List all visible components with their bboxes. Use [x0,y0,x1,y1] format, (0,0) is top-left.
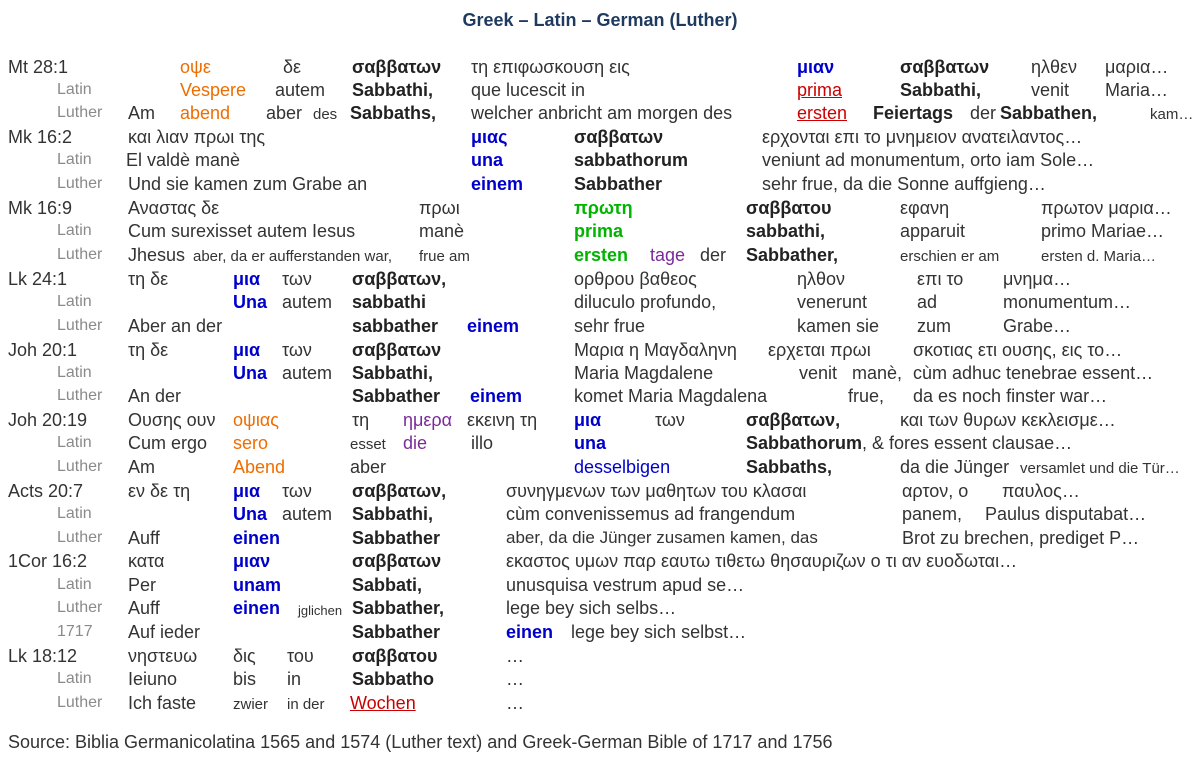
verse-row-lk24-latin [0,291,1200,314]
ellipsis: … [506,646,524,666]
word-sabbath: Sabbathi, [352,504,434,524]
word: του [287,646,314,666]
verse-row-lk18-greek [0,645,1200,668]
word: Grabe… [1003,316,1072,336]
verse-row-lk24-luther [0,315,1200,338]
phrase: sehr frue, da die Sonne auffgieng… [762,174,1046,194]
phrase: και των θυρων κεκλεισμε… [900,410,1116,430]
verse-row-acts20-latin [0,503,1200,526]
word: zum [917,316,952,336]
phrase: Paulus disputabat… [985,504,1147,524]
word-one: μια [233,269,261,289]
phrase: τη δε [128,340,169,360]
phrase: El valdè manè [126,150,241,170]
language-label: Luther [57,529,103,546]
word-one: Una [233,504,268,524]
verse-ref: Joh 20:1 [8,340,78,360]
phrase: cùm convenissemus ad frangendum [506,504,796,524]
word-sabbath: Sabbathen, [1000,103,1098,123]
word-evening: Abend [233,457,286,477]
phrase: Ουσης ουν [128,410,216,430]
word-one: unam [233,575,282,595]
phrase: τη δε [128,269,169,289]
phrase: εκεινη τη [467,410,538,430]
phrase: erschien er am [900,248,1000,265]
verse-row-joh20-1-greek [0,339,1200,362]
word-one: μιαν [233,551,271,571]
word-sabbath: sabbather [352,316,439,336]
word-sabbath: Sabbati, [352,575,423,595]
word-sabbath: Sabbather, [352,598,445,618]
word: venit [1031,80,1070,100]
language-label: Luther [57,246,103,263]
word-evening: Vespere [180,80,247,100]
phrase: aber, da er aufferstanden war, [193,248,393,265]
language-label: Luther [57,694,103,711]
verse-ref: Joh 20:19 [8,410,88,430]
word-first: prima [574,221,624,241]
phrase: ορθρου βαθεος [574,269,697,289]
word: autem [275,80,326,100]
language-label: Luther [57,599,103,616]
verse-row-mt28-greek [0,56,1200,79]
phrase: , & fores essent clausae… [862,433,1073,453]
word-sabbath: Sabbathi, [900,80,982,100]
verse-row-lk18-latin [0,668,1200,691]
word-sabbath: sabbathi, [746,221,826,241]
verse-row-lk24-greek [0,268,1200,291]
verse-ref: Mk 16:9 [8,198,73,218]
phrase: σκοτιας ετι ουσης, εις το… [913,340,1123,360]
word: apparuit [900,221,966,241]
word-week: Wochen [350,693,416,713]
word-one: una [471,150,504,170]
verse-row-joh20-1-luther [0,385,1200,408]
verse-row-mk16-9-greek [0,197,1200,220]
word-one: Una [233,292,268,312]
word-one: einen [233,528,281,548]
verse-row-mk16-2-luther [0,173,1200,196]
word-first: ersten [574,245,629,265]
phrase: cùm adhuc tenebrae essent… [913,363,1154,383]
word-first: ersten [797,103,848,123]
phrase: lege bey sich selbst… [571,622,747,642]
word: των [282,340,312,360]
word-sabbath: Sabbathorum [746,433,863,453]
phrase: sehr frue [574,316,646,336]
word-one: einen [506,622,554,642]
verse-ref: Lk 24:1 [8,269,68,289]
word: δε [283,57,302,77]
word: δις [233,646,256,666]
phrase: primo Mariae… [1041,221,1165,241]
word: zwier [233,696,269,713]
word-sabbath: σαββατων [352,551,442,571]
word-sabbath: Sabbather [352,622,441,642]
word: des [313,106,338,123]
word-sabbath: σαββατων [574,127,664,147]
verse-row-mk16-2-greek [0,126,1200,149]
word: των [282,269,312,289]
phrase: Brot zu brechen, prediget P… [902,528,1140,548]
phrase: ερχεται πρωι [768,340,871,360]
verse-row-1cor16-luther [0,597,1200,620]
language-label: Latin [57,576,92,593]
phrase: Cum ergo [128,433,208,453]
phrase: Aber an der [128,316,223,336]
verse-row-mk16-2-latin [0,149,1200,172]
word: in [287,669,302,689]
word-one: una [574,433,607,453]
language-label: Latin [57,505,92,522]
phrase: Μαρια η Μαγδαληνη [574,340,737,360]
phrase: τη επιφωσκουση εις [471,57,630,77]
word: Ieiuno [128,669,178,689]
word: ηλθον [797,269,846,289]
word: Maria… [1105,80,1169,100]
verse-row-mt28-latin [0,79,1200,102]
phrase: diluculo profundo, [574,292,717,312]
language-label: Luther [57,104,103,121]
word: Am [128,103,155,123]
word: πρωι [419,198,460,218]
verse-ref: Mk 16:2 [8,127,73,147]
word: ad [917,292,938,312]
word-evening: οψε [180,57,211,77]
word-one: μιαν [797,57,835,77]
word: μαρια… [1105,57,1169,77]
language-label: Latin [57,434,92,451]
word: παυλος… [1002,481,1080,501]
word: Jhesus [128,245,186,265]
word: εφανη [900,198,950,218]
word-evening: abend [180,103,231,123]
word-one: Una [233,363,268,383]
word-sabbath: Sabbather, [746,245,839,265]
language-label: 1717 [57,623,93,640]
verse-ref: Acts 20:7 [8,481,84,501]
word-one: desselbigen [574,457,671,477]
word-sabbath: Sabbathi, [352,80,434,100]
verse-ref: 1Cor 16:2 [8,551,88,571]
word-sabbath: σαββατων, [352,481,447,501]
word: Auff [128,598,160,618]
verse-ref: Mt 28:1 [8,57,69,77]
word-sabbath: Sabbathi, [352,363,434,383]
phrase: συνηγμενων των μαθητων του κλασαι [506,481,807,501]
word-day: tage [650,245,686,265]
word-evening: sero [233,433,269,453]
word-one: einen [233,598,281,618]
verse-row-mt28-luther [0,102,1200,125]
language-label: Luther [57,387,103,404]
word: κατα [128,551,165,571]
word: μνημα… [1003,269,1072,289]
language-label: Latin [57,151,92,168]
word-sabbath: σαββατου [746,198,832,218]
word: ηλθεν [1031,57,1078,77]
phrase: welcher anbricht am morgen des [471,103,733,123]
word: Feiertags [873,103,954,123]
word: manè, [852,363,903,383]
word-sabbath: σαββατων, [352,269,447,289]
language-label: Luther [57,175,103,192]
phrase: versamlet und die Tür… [1020,460,1180,477]
phrase: frue am [419,248,470,265]
word: των [282,481,312,501]
verse-row-acts20-greek [0,480,1200,503]
phrase: aber, da die Jünger zusamen kamen, das [506,528,818,547]
word-sabbath: Sabbather [352,528,441,548]
word: esset [350,436,386,453]
verse-row-1cor16-1717 [0,621,1200,644]
verse-row-acts20-luther [0,527,1200,550]
word-one: μια [233,340,261,360]
phrase: Maria Magdalene [574,363,714,383]
word: aber [266,103,303,123]
phrase: da die Jünger [900,457,1010,477]
word-one: einem [470,386,523,406]
word-one: einem [467,316,520,336]
word: autem [282,504,333,524]
phrase: que lucescit in [471,80,586,100]
language-label: Luther [57,458,103,475]
source-note: Source: Biblia Germanicolatina 1565 and 1574 (Luther text) and Greek-German Bible of 1717 and 1756 [8,732,833,752]
phrase: ersten d. Maria… [1041,248,1157,265]
word: frue, [848,386,885,406]
word: Ich faste [128,693,197,713]
verse-row-joh20-1-latin [0,362,1200,385]
word-sabbath: σαββατων [352,340,442,360]
phrase: εν δε τη [128,481,191,501]
phrase: unusquisa vestrum apud se… [506,575,745,595]
word: jglichen [298,603,343,618]
word-first: πρωτη [574,198,633,218]
word: των [655,410,685,430]
word-sabbath: Sabbaths, [746,457,833,477]
phrase: komet Maria Magdalena [574,386,768,406]
word: kam… [1150,106,1194,123]
word-first: prima [797,80,843,100]
word-sabbath: σαββατων [352,57,442,77]
phrase: lege bey sich selbs… [506,598,677,618]
ellipsis: … [506,693,524,713]
word-one: μιας [471,127,508,147]
word-one: μια [574,410,602,430]
verse-row-mk16-9-latin [0,220,1200,243]
phrase: veniunt ad monumentum, orto iam Sole… [762,150,1095,170]
word-sabbath: σαββατων [900,57,990,77]
phrase: εκαστος υμων παρ εαυτω τιθετω θησαυριζων ο τι αν ευοδωται… [506,551,1018,571]
phrase: Auf ieder [128,622,201,642]
word: bis [233,669,257,689]
word-sabbath: Sabbather [574,174,663,194]
word-sabbath: sabbathorum [574,150,689,170]
word: επι το [917,269,964,289]
phrase: An der [128,386,182,406]
word: in der [287,696,325,713]
word-sabbath: Sabbatho [352,669,435,689]
word: autem [282,292,333,312]
word-day: die [403,433,428,453]
word-one: μια [233,481,261,501]
word: τη [352,410,370,430]
phrase: και λιαν πρωι της [128,127,266,147]
phrase: Cum surexisset autem Iesus [128,221,356,241]
word: Per [128,575,157,595]
word-one: einem [471,174,524,194]
phrase: ερχονται επι το μνημειον ανατειλαντος… [762,127,1083,147]
language-label: Latin [57,293,92,310]
word: Am [128,457,155,477]
language-label: Latin [57,364,92,381]
verse-row-lk18-luther [0,692,1200,715]
verse-row-1cor16-greek [0,550,1200,573]
word: der [970,103,997,123]
word-sabbath: σαββατων, [746,410,841,430]
verse-row-mk16-9-luther [0,244,1200,267]
phrase: da es noch finster war… [913,386,1108,406]
language-label: Latin [57,222,92,239]
word-sabbath: σαββατου [352,646,438,666]
word: monumentum… [1003,292,1132,312]
word-day: ημερα [403,410,453,430]
page-title: Greek – Latin – German (Luther) [462,10,738,30]
word: illo [471,433,494,453]
verse-ref: Lk 18:12 [8,646,78,666]
word: venerunt [797,292,868,312]
word-sabbath: sabbathi [352,292,427,312]
language-label: Latin [57,81,92,98]
word-evening: οψιας [233,410,279,430]
language-label: Latin [57,670,92,687]
word: kamen sie [797,316,880,336]
verse-row-joh20-19-luther [0,456,1200,479]
word: Auff [128,528,160,548]
phrase: Und sie kamen zum Grabe an [128,174,368,194]
phrase: αρτον, ο [902,481,969,501]
verse-row-1cor16-latin [0,574,1200,597]
verse-row-joh20-19-greek [0,409,1200,432]
word: manè [419,221,465,241]
word: aber [350,457,387,477]
word: autem [282,363,333,383]
word: νηστευω [128,646,198,666]
word: panem, [902,504,963,524]
word-sabbath: Sabbather [352,386,441,406]
language-label: Luther [57,317,103,334]
verse-row-joh20-19-latin [0,432,1200,455]
ellipsis: … [506,669,524,689]
phrase: Αναστας δε [128,198,220,218]
phrase: πρωτον μαρια… [1041,198,1172,218]
word: venit [799,363,838,383]
word: der [700,245,727,265]
word-sabbath: Sabbaths, [350,103,437,123]
